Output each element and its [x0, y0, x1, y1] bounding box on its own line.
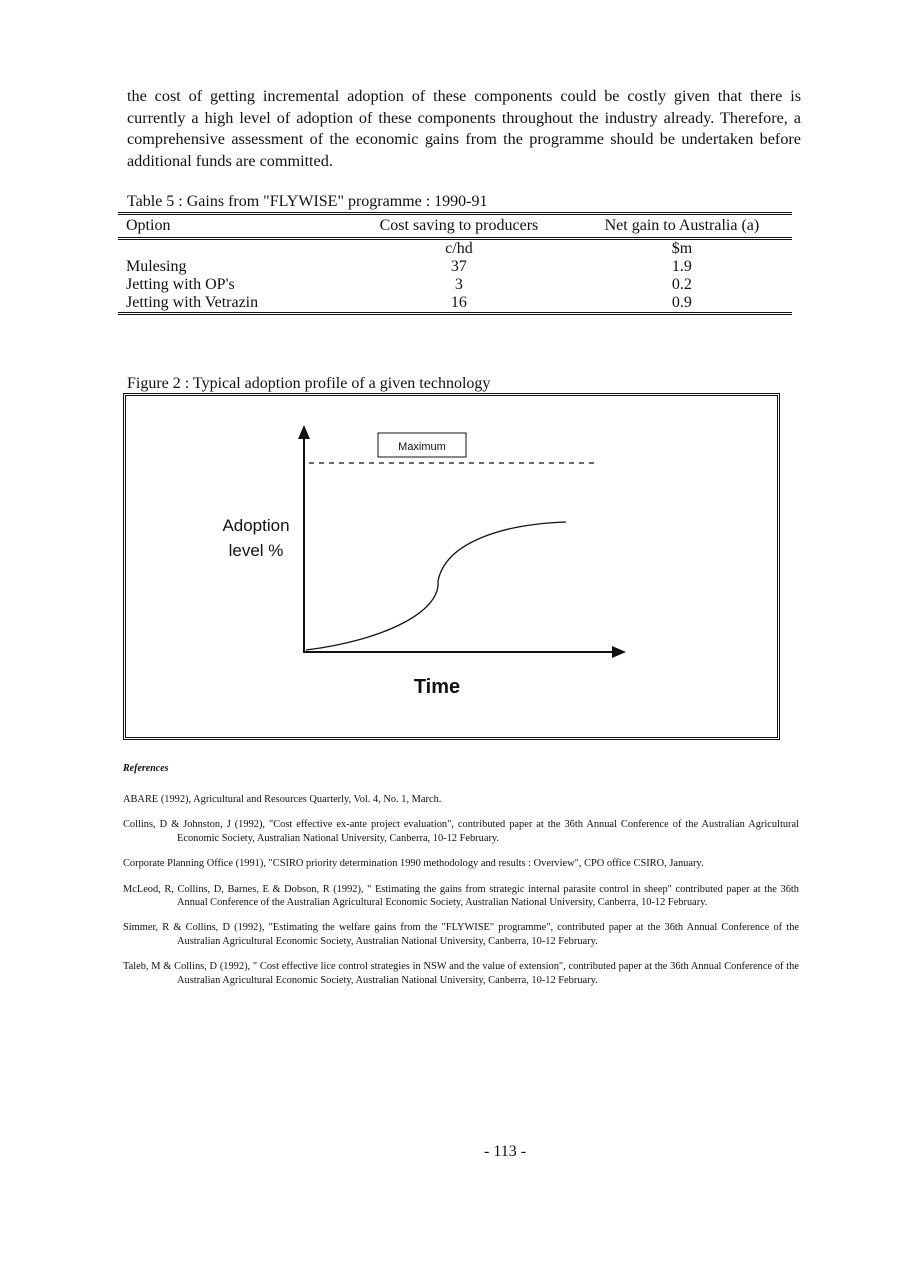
- table-caption: Table 5 : Gains from "FLYWISE" programme : 1990-91: [127, 192, 491, 213]
- y-axis-arrow-icon: [298, 425, 310, 439]
- gain-cell: 1.9: [671, 258, 692, 275]
- cost-cell: 3: [454, 276, 463, 293]
- unit-option: [118, 239, 346, 259]
- option-cell: Mulesing: [126, 258, 187, 275]
- unit-gain: $m: [671, 240, 693, 257]
- references-heading: References: [123, 763, 169, 774]
- adoption-figure: [123, 393, 780, 740]
- x-axis-label: Time: [413, 676, 461, 698]
- table-header-row: [118, 214, 792, 239]
- gain-cell: 0.9: [572, 294, 792, 314]
- y-axis-label-line1: Adoption: [222, 516, 290, 535]
- option-cell: Jetting with Vetrazin: [118, 294, 346, 314]
- col-header-gain: Net gain to Australia (a): [572, 214, 792, 239]
- cost-cell: 16: [346, 294, 572, 314]
- table-row: [118, 258, 792, 276]
- col-header-cost: Cost saving to producers: [346, 214, 572, 239]
- table-row: [118, 294, 792, 314]
- option-cell: Jetting with OP's: [126, 276, 235, 293]
- adoption-curve: [306, 522, 566, 650]
- page-number: - 113 -: [484, 1143, 527, 1160]
- adoption-diagram: [126, 396, 777, 737]
- reference-item: ABARE (1992), Agricultural and Resources Quarterly, Vol. 4, No. 1, March.: [123, 794, 442, 805]
- reference-item: Collins, D & Johnston, J (1992), "Cost effective ex-ante project evaluation", contributed paper at the 36th Annual Conference of the Australian Agricultural Economic Society, Australian National University, Canberra, 10-12 February.: [123, 819, 799, 844]
- intro-paragraph: the cost of getting incremental adoption of these components could be costly given that there is currently a high level of adoption of these components throughout the industry already. Therefore, a comprehensive assessment of the economic gains from the programme should be undertaken before additional funds are committed.: [127, 87, 801, 170]
- reference-item: Taleb, M & Collins, D (1992), " Cost effective lice control strategies in NSW and the value of extension", contributed paper at the 36th Annual Conference of the Australian Agricultural Economic Society, Australian National University, Canberra, 10-12 February.: [123, 961, 799, 986]
- cost-cell: 37: [450, 258, 467, 275]
- x-axis-arrow-icon: [612, 646, 626, 658]
- reference-item: Corporate Planning Office (1991), "CSIRO priority determination 1990 methodology and results : Overview", CPO office CSIRO, January.: [123, 858, 704, 870]
- gain-cell: 0.2: [671, 276, 692, 293]
- reference-item: McLeod, R, Collins, D, Barnes, E & Dobson, R (1992), " Estimating the gains from strategic internal parasite control in sheep" contributed paper at the 36th Annual Conference of the Australian Agricultural Economic Society, Australian National University, Canberra, 10-12 February.: [123, 883, 799, 909]
- y-axis-label-line2: level %: [228, 541, 284, 560]
- reference-item: Simmer, R & Collins, D (1992), "Estimating the welfare gains from the "FLYWISE" programme", contributed paper at the 36th Annual Conference of the Australian Agricultural Economic Society, Australian National University, Canberra, 10-12 February.: [123, 922, 799, 947]
- units-row: [118, 239, 792, 259]
- col-header-option: Option: [118, 214, 346, 239]
- unit-cost: c/hd: [445, 240, 473, 257]
- figure-caption: Figure 2 : Typical adoption profile of a given technology: [127, 375, 491, 392]
- gains-table: [118, 212, 792, 315]
- references-list: [123, 793, 799, 999]
- maximum-label: Maximum: [398, 441, 446, 453]
- table-row: [118, 276, 792, 294]
